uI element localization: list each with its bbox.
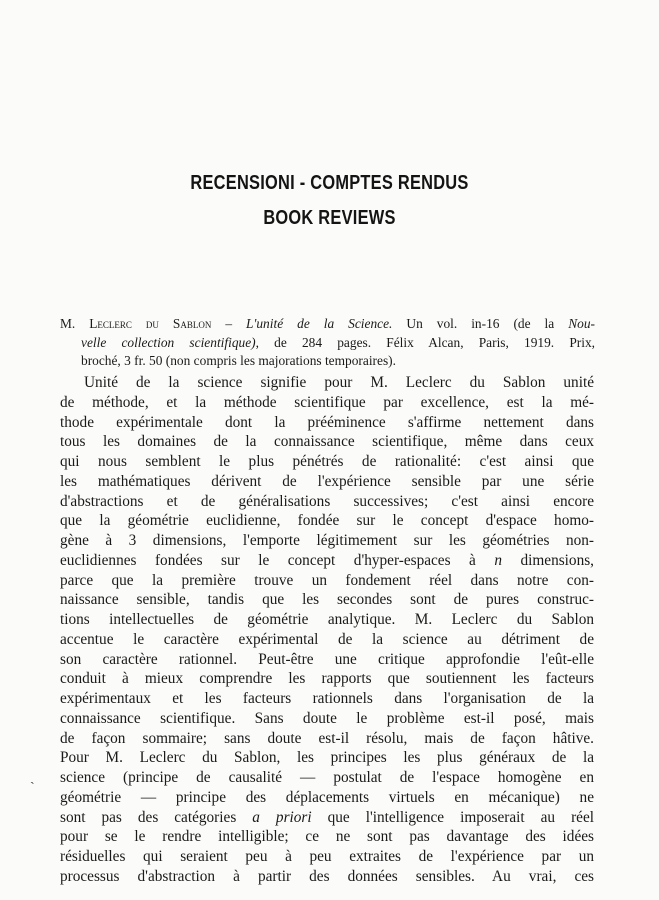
entry-volume-info: Un vol. in-16 (de la — [392, 316, 569, 331]
body-line: expérimentaux et les facteurs rationnels dans l'organisation de la — [60, 690, 594, 707]
body-line: les mathématiques dérivent de l'expérience sensible par une série — [60, 472, 594, 490]
body-line: naissance sensible, tandis que les secondes sont de pures construc- — [60, 591, 594, 609]
body-line: processus d'abstraction à partir des données sensibles. Au vrai, ces — [60, 867, 594, 885]
body-line: d'abstractions et de généralisations successives; c'est ainsi encore — [60, 492, 594, 510]
body-line: tous les domaines de la connaissance scientifique, même dans ceux — [60, 433, 594, 451]
entry-publication-info: , de 284 pages. Félix Alcan, Paris, 1919. Prix, — [255, 334, 596, 350]
body-line: géométrie — principe des déplacements virtuels en mécanique) ne — [60, 788, 594, 806]
body-line: que la géométrie euclidienne, fondée sur le concept d'espace homo- — [60, 512, 594, 530]
entry-line-2 — [60, 334, 595, 353]
margin-mark: ˎ — [30, 770, 35, 785]
review-bibliographic-entry — [60, 315, 595, 371]
review-body-paragraph — [60, 373, 594, 887]
section-heading-book-reviews: BOOK REVIEWS — [263, 207, 396, 229]
body-line: euclidiennes fondées sur le concept d'hyper-espaces à n dimensions, — [60, 551, 594, 569]
entry-line-3: broché, 3 fr. 50 (non compris les majorations temporaires). — [81, 353, 396, 368]
body-line: pour se le rendre intelligible; ce ne sont pas davantage des idées — [60, 828, 594, 846]
body-line: thode expérimentale dont la prééminence s'affirme nettement dans — [60, 413, 594, 431]
body-line: son caractère rationnel. Peut-être une critique approfondie l'eût-elle — [60, 650, 594, 668]
entry-dash: – — [211, 316, 247, 331]
body-line: connaissance scientifique. Sans doute le problème est-il posé, mais — [60, 709, 594, 727]
body-line: résiduelles qui seraient peu à peu extraites de l'expérience par un — [60, 848, 594, 865]
body-line: conduit à mieux comprendre les rapports que soutiennent les facteurs — [60, 670, 594, 688]
entry-series-end: velle collection scientifique) — [81, 334, 256, 350]
entry-series-start: Nou- — [568, 316, 595, 331]
body-line: de méthode, et la méthode scientifique par excellence, est la mé- — [60, 393, 594, 411]
body-line: de façon sommaire; sans doute est-il résolu, mais de façon hâtive. — [60, 729, 594, 747]
body-line: parce que la première trouve un fondement réel dans notre con- — [60, 571, 594, 589]
body-line: qui nous semblent le plus pénétrés de rationalité: c'est ainsi que — [60, 453, 594, 470]
entry-book-title: L'unité de la Science. — [246, 316, 393, 331]
body-line: tions intellectuelles de géométrie analytique. M. Leclerc du Sablon — [60, 611, 594, 628]
body-line: science (principe de causalité — postulat de l'espace homogène en — [60, 769, 594, 786]
entry-line-1 — [60, 315, 595, 334]
section-heading-recensioni: RECENSIONI - COMPTES RENDUS — [190, 172, 469, 194]
body-line: gène à 3 dimensions, l'emporte légitimement sur les géométries non- — [60, 532, 594, 549]
body-line: accentue le caractère expérimental de la science au détriment de — [60, 630, 594, 648]
body-line: Pour M. Leclerc du Sablon, les principes les plus généraux de la — [60, 749, 594, 767]
entry-author: M. Leclerc du Sablon — [60, 316, 212, 331]
body-line: sont pas des catégories a priori que l'intelligence imposerait au réel — [60, 808, 594, 826]
body-line: Unité de la science signifie pour M. Leclerc du Sablon unité — [84, 374, 594, 391]
